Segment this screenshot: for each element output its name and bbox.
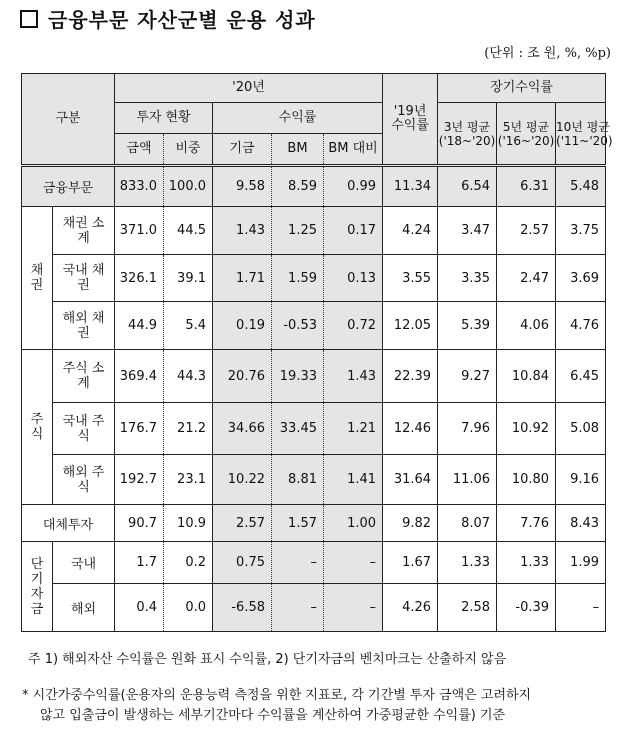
value-cell: 20.76 [213,350,272,403]
value-cell: 0.13 [324,255,383,302]
table-row [22,584,606,632]
avg3-label: 3년 평균 [443,119,491,134]
value-cell: 4.06 [497,302,556,350]
value-cell: 0.2 [164,542,213,584]
value-cell: 3.35 [438,255,497,302]
footnote-1: 주 1) 해외자산 수익률은 원화 표시 수익률, 2) 단기자금의 벤치마크는 산출하지 않음 [28,652,507,667]
value-cell: 7.96 [438,403,497,455]
value-cell: 192.7 [115,455,164,505]
value-cell: 176.7 [115,403,164,455]
value-cell: 0.0 [164,584,213,632]
value-cell: – [272,584,324,632]
value-cell: 44.3 [164,350,213,403]
value-cell: 6.31 [497,166,556,207]
value-cell: 2.58 [438,584,497,632]
row-label: 해외 채권 [53,302,115,350]
value-cell: 10.92 [497,403,556,455]
value-cell: 6.45 [556,350,606,403]
value-cell: – [324,584,383,632]
table-row [22,302,606,350]
value-cell: 33.45 [272,403,324,455]
value-cell: 5.48 [556,166,606,207]
header-year20: '20년 [115,74,383,103]
value-cell: 5.39 [438,302,497,350]
value-cell: 0.99 [324,166,383,207]
table-row [22,207,606,255]
value-cell: 9.82 [383,505,438,542]
value-cell: 1.99 [556,542,606,584]
value-cell: 22.39 [383,350,438,403]
value-cell: 9.16 [556,455,606,505]
avg3-period: ('18~'20) [438,133,496,148]
value-cell: 1.00 [324,505,383,542]
value-cell: 369.4 [115,350,164,403]
table-row [22,455,606,505]
header-long-term: 장기수익률 [438,74,606,103]
value-cell: 1.7 [115,542,164,584]
value-cell: 0.75 [213,542,272,584]
value-cell: 9.27 [438,350,497,403]
value-cell: 31.64 [383,455,438,505]
value-cell: 4.76 [556,302,606,350]
value-cell: 8.07 [438,505,497,542]
value-cell: 44.9 [115,302,164,350]
row-label: 국내 주식 [53,403,115,455]
value-cell: 0.17 [324,207,383,255]
value-cell: 3.69 [556,255,606,302]
header-returns: 수익률 [213,103,383,134]
row-label: 대체투자 [22,505,115,542]
value-cell: 44.5 [164,207,213,255]
page-title [20,4,316,33]
value-cell: 1.71 [213,255,272,302]
row-label: 채권 소계 [53,207,115,255]
value-cell: 39.1 [164,255,213,302]
value-cell: 1.25 [272,207,324,255]
row-label: 해외 [53,584,115,632]
footnote-2-line1: * 시간가중수익률(운용자의 운용능력 측정을 위한 지표로, 각 기간별 투자 금액은 고려하지 [22,688,532,703]
value-cell: 1.21 [324,403,383,455]
row-label: 국내 채권 [53,255,115,302]
value-cell: 8.59 [272,166,324,207]
value-cell: 11.34 [383,166,438,207]
value-cell: 10.80 [497,455,556,505]
header-bm-diff: BM 대비 [324,134,383,166]
header-investment: 투자 현황 [115,103,213,134]
group-label: 단기자금 [22,542,53,632]
header-avg5 [497,103,556,166]
header-bm: BM [272,134,324,166]
value-cell: 1.59 [272,255,324,302]
row-label: 해외 주식 [53,455,115,505]
value-cell: 4.26 [383,584,438,632]
value-cell: 2.57 [497,207,556,255]
value-cell: 2.47 [497,255,556,302]
performance-table [21,73,613,632]
row-label: 주식 소계 [53,350,115,403]
value-cell: 3.55 [383,255,438,302]
footnote-2-line2: 않고 입출금이 발생하는 세부기간마다 수익률을 계산하여 가중평균한 수익률) 기준 [40,708,506,723]
header-avg3 [438,103,497,166]
value-cell: 1.57 [272,505,324,542]
value-cell: 1.43 [324,350,383,403]
value-cell: 1.41 [324,455,383,505]
value-cell: 7.76 [497,505,556,542]
value-cell: 6.54 [438,166,497,207]
value-cell: 0.72 [324,302,383,350]
value-cell: 1.33 [438,542,497,584]
value-cell: -0.53 [272,302,324,350]
header-fund: 기금 [213,134,272,166]
value-cell: 10.22 [213,455,272,505]
value-cell: 326.1 [115,255,164,302]
value-cell: 8.81 [272,455,324,505]
row-label: 금융부문 [22,166,115,207]
value-cell: 3.75 [556,207,606,255]
value-cell: 833.0 [115,166,164,207]
value-cell: 100.0 [164,166,213,207]
value-cell: 1.67 [383,542,438,584]
table-row [22,350,606,403]
table-row [22,403,606,455]
value-cell: 1.43 [213,207,272,255]
value-cell: 5.4 [164,302,213,350]
value-cell: 9.58 [213,166,272,207]
value-cell: -0.39 [497,584,556,632]
value-cell: – [556,584,606,632]
value-cell: 2.57 [213,505,272,542]
header-year19: '19년 수익률 [383,74,438,166]
group-label: 채권 [22,207,53,350]
table-row [22,505,606,542]
header-avg10 [556,103,613,166]
table-row [22,255,606,302]
value-cell: 12.05 [383,302,438,350]
value-cell: 23.1 [164,455,213,505]
row-label: 국내 [53,542,115,584]
header-weight: 비중 [164,134,213,166]
table-row [22,542,606,584]
value-cell: 0.4 [115,584,164,632]
value-cell: 34.66 [213,403,272,455]
checkbox-square-icon [20,10,38,28]
value-cell: – [324,542,383,584]
value-cell: 10.84 [497,350,556,403]
value-cell: 0.19 [213,302,272,350]
header-amount: 금액 [115,134,164,166]
avg10-period: ('11~'20) [556,133,613,148]
value-cell: – [272,542,324,584]
table-row [22,166,606,207]
value-cell: 5.08 [556,403,606,455]
value-cell: 12.46 [383,403,438,455]
title-text: 금융부문 자산군별 운용 성과 [48,8,316,32]
value-cell: -6.58 [213,584,272,632]
value-cell: 90.7 [115,505,164,542]
avg5-period: ('16~'20) [497,133,555,148]
group-label: 주식 [22,350,53,505]
value-cell: 11.06 [438,455,497,505]
value-cell: 8.43 [556,505,606,542]
unit-label: (단위 : 조 원, %, %p) [484,46,611,61]
value-cell: 4.24 [383,207,438,255]
header-category: 구분 [22,74,115,166]
value-cell: 3.47 [438,207,497,255]
value-cell: 1.33 [497,542,556,584]
value-cell: 21.2 [164,403,213,455]
avg10-label: 10년 평균 [556,119,610,134]
value-cell: 10.9 [164,505,213,542]
value-cell: 19.33 [272,350,324,403]
avg5-label: 5년 평균 [502,119,550,134]
value-cell: 371.0 [115,207,164,255]
